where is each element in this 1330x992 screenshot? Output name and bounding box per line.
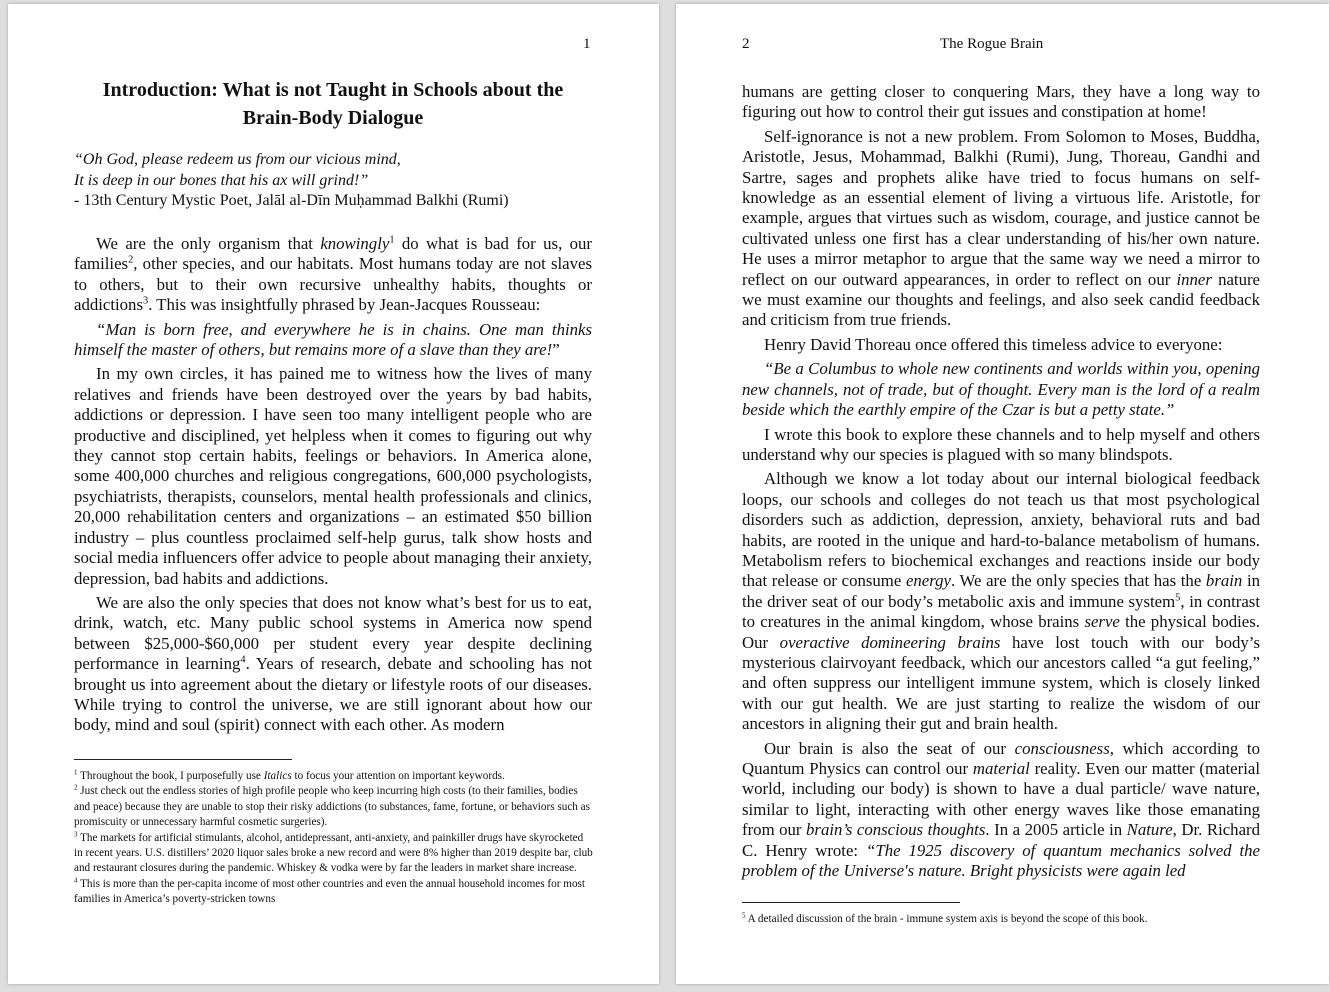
footnote-divider [742, 902, 960, 903]
paragraph: Henry David Thoreau once offered this timeless advice to everyone: [764, 334, 1223, 354]
footnote-divider [74, 759, 292, 760]
block-quote: “Man is born free, and everywhere he is in chains. One man thinks himself the master of others, but remains more of a slave than they are!” [74, 319, 592, 360]
paragraph: I wrote this book to explore these channels and to help myself and others understand why our species is plagued with so many blindspots. [742, 424, 1260, 464]
footnote: $^5$ A detailed discussion of the brain - immune system axis is beyond the scope of this book. [742, 911, 1148, 925]
epigraph-attribution: - 13th Century Mystic Poet, Jalāl al-Dīn Muḥammad Balkhi (Rumi) [74, 192, 509, 209]
chapter-title [74, 76, 592, 132]
body-text [74, 234, 592, 740]
footnotes [742, 912, 1262, 927]
right-page [676, 4, 1329, 984]
running-title: The Rogue Brain [940, 36, 1044, 52]
footnote: $^2$ Just check out the endless stories of high profile people who keep incurring high costs (to their families, bodies and peace) because they are unable to stop their risky addictions (to substances, fame, fortune, or behaviors such as promiscuity or unnecessary harmful cosmetic surgeries). [74, 783, 591, 829]
footnotes [74, 769, 594, 908]
chapter-title-line1: Introduction: What is not Taught in Schools about the [102, 79, 564, 101]
paragraph: humans are getting closer to conquering Mars, they have a long way to figuring out how to control their gut issues and constipation at home! [742, 82, 1260, 122]
paragraph: Self-ignorance is not a new problem. From Solomon to Moses, Buddha, Aristotle, Jesus, Mohammad, Balkhi (Rumi), Jung, Thoreau, Gandhi and Sartre, sages and prophets alike have tried to focus humans on self-knowledge as an essential element of living a virtuous life. Aristotle, for example, argues that virtues such as wisdom, courage, and justice cannot be cultivated unless one first has a clear understanding of his/her own nature. He uses a mirror metaphor to argue that the same way we need a mirror to reflect on our outward appearances, in order to reflect on our inner nature we must examine our thoughts and feelings, and also seek candid feedback and criticism from true friends. [742, 126, 1260, 330]
epigraph-line: It is deep in our bones that his ax will grind!” [74, 171, 369, 189]
page-number: 1 [583, 36, 591, 52]
page-number: 2 [742, 36, 750, 52]
paragraph: We are the only organism that knowingly$^1$ do what is bad for us, our families$^2$, other species, and our habitats. Most humans today are not slaves to others, but to their own recursive unhealthy habits, thoughts or addictions$^3$. This was insightfully phrased by Jean-Jacques Rousseau: [74, 234, 593, 315]
body-text [742, 82, 1260, 885]
epigraph-line: “Oh God, please redeem us from our vicious mind, [74, 151, 401, 168]
footnote: $^3$ The markets for artificial stimulants, alcohol, antidepressant, anti-anxiety, and painkiller drugs have skyrocketed in recent years. U.S. distillers’ 2020 liquor sales broke a new record and were 8% higher than 2019 despite bar, club and restaurant closures during the pandemic. Whiskey & vodka were by far the leaders in market share increase. [74, 829, 593, 875]
paragraph: Although we know a lot today about our internal biological feedback loops, our schools and colleges do not teach us that most psychological disorders such as addiction, depression, anxiety, behavioral ruts and bad habits, are rooted in the unique and hard-to-balance metabolism of humans. Metabolism refers to biochemical exchanges and reactions inside our body that release or consume energy. We are the only species that has the brain in the driver seat of our body’s metabolic axis and immune system$^5$, in contrast to creatures in the animal kingdom, whose brains serve the physical bodies. Our overactive domineering brains have lost touch with our body’s mysterious clairvoyant feedback, which our ancestors called “a gut feeling,” and often suppress our intelligent immune system, which is closely linked with our gut health. We are just starting to realize the wisdom of our ancestors in aligning their gut and brain health. [742, 469, 1260, 734]
left-page [8, 4, 659, 984]
paragraph: In my own circles, it has pained me to witness how the lives of many relatives and friends have been destroyed over the years by bad habits, addictions or depression. I have seen too many intelligent people who are productive and disciplined, yet helpless when it comes to figuring out why they cannot stop certain habits, feelings or behaviors. In America alone, some 400,000 churches and religious congregations, 600,000 psychologists, psychiatrists, therapists, counselors, mental health professionals and clinics, 20,000 rehabilitation centers and organizations – an estimated $50 billion industry – plus countless proclaimed self-help gurus, talk show hosts and social media influencers offer advice to people about managing their anxiety, depression, bad habits and addictions. [74, 364, 592, 588]
footnote: $^1$ Throughout the book, I purposefully use Italics to focus your attention on important keywords. [74, 768, 505, 782]
block-quote: “Be a Columbus to whole new continents and worlds within you, opening new channels, not of trade, but of thought. Every man is the lord of a realm beside which the earthly empire of the Czar is but a petty state.” [742, 359, 1260, 420]
paragraph: We are also the only species that does not know what’s best for us to eat, drink, watch, etc. Many public school systems in America now spend between $25,000-$60,000 per student every year despite declining performance in learning$^4$. Years of research, debate and schooling has not brought us into agreement about the dietary or lifestyle roots of our diseases. While trying to control the universe, we are still ignorant about how our body, mind and soul (spirit) connect with each other. As modern [74, 592, 592, 735]
epigraph [74, 150, 594, 212]
footnote: $^4$ This is more than the per-capita income of most other countries and even the annual household incomes for most families in America’s poverty-stricken towns [74, 876, 586, 906]
chapter-title-line2: Brain-Body Dialogue [242, 107, 424, 129]
paragraph: Our brain is also the seat of our consciousness, which according to Quantum Physics can control our material reality. Even our matter (material world, including our body) is shown to have a dual particle/ wave nature, similar to light, interacting with other energy waves like those emanating from our brain’s conscious thoughts. In a 2005 article in Nature, Dr. Richard C. Henry wrote: “The 1925 discovery of quantum mechanics solved the problem of the Universe's nature. Bright physicists were again led [742, 738, 1261, 881]
